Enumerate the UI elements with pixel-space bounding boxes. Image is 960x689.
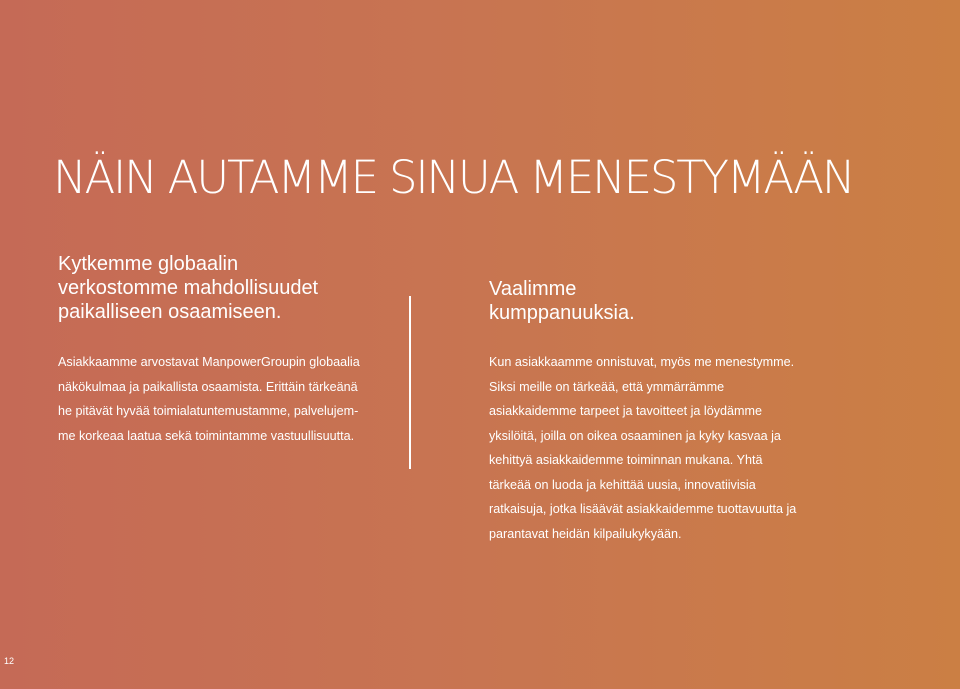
right-column — [489, 277, 829, 541]
right-body-paragraph — [489, 350, 796, 546]
right-body-line: tärkeää on luoda ja kehittää uusia, innovatiivisia — [489, 477, 756, 492]
left-body-line: he pitävät hyvää toimialatuntemustamme, palvelujem- — [58, 404, 359, 418]
right-lead-line: kumppanuuksia. — [489, 302, 635, 324]
right-body-line: kehittyä asiakkaidemme toiminnan mukana. Yhtä — [489, 453, 763, 467]
right-lead-line: Vaalimme — [489, 278, 577, 300]
right-lead-heading — [489, 277, 829, 325]
left-body-line: Asiakkaamme arvostavat ManpowerGroupin globaalia — [58, 355, 360, 369]
left-column — [58, 252, 398, 443]
right-body-line: Kun asiakkaamme onnistuvat, myös me menestymme. — [489, 355, 795, 369]
left-body-line: näkökulmaa ja paikallista osaamista. Erittäin tärkeänä — [58, 379, 358, 394]
right-body-line: ratkaisuja, jotka lisäävät asiakkaidemme tuottavuutta ja — [489, 502, 797, 516]
page-title: NÄIN AUTAMME SINUA MENESTYMÄÄN — [53, 151, 854, 204]
page-number: 12 — [4, 656, 15, 666]
right-body-line: parantavat heidän kilpailukykyään. — [489, 526, 682, 541]
left-lead-heading — [58, 252, 398, 324]
left-lead-line: verkostomme mahdollisuudet — [58, 277, 319, 299]
column-divider — [409, 296, 411, 469]
right-body-line: asiakkaidemme tarpeet ja tavoitteet ja löydämme — [489, 404, 762, 418]
left-body-paragraph — [58, 350, 360, 448]
right-body-line: yksilöitä, joilla on oikea osaaminen ja kyky kasvaa ja — [489, 428, 781, 443]
left-lead-line: Kytkemme globaalin — [58, 253, 239, 275]
left-body-line: me korkeaa laatua sekä toimintamme vastuullisuutta. — [58, 428, 355, 443]
left-lead-line: paikalliseen osaamiseen. — [58, 301, 282, 323]
right-body-line: Siksi meille on tärkeää, että ymmärrämme — [489, 379, 725, 394]
